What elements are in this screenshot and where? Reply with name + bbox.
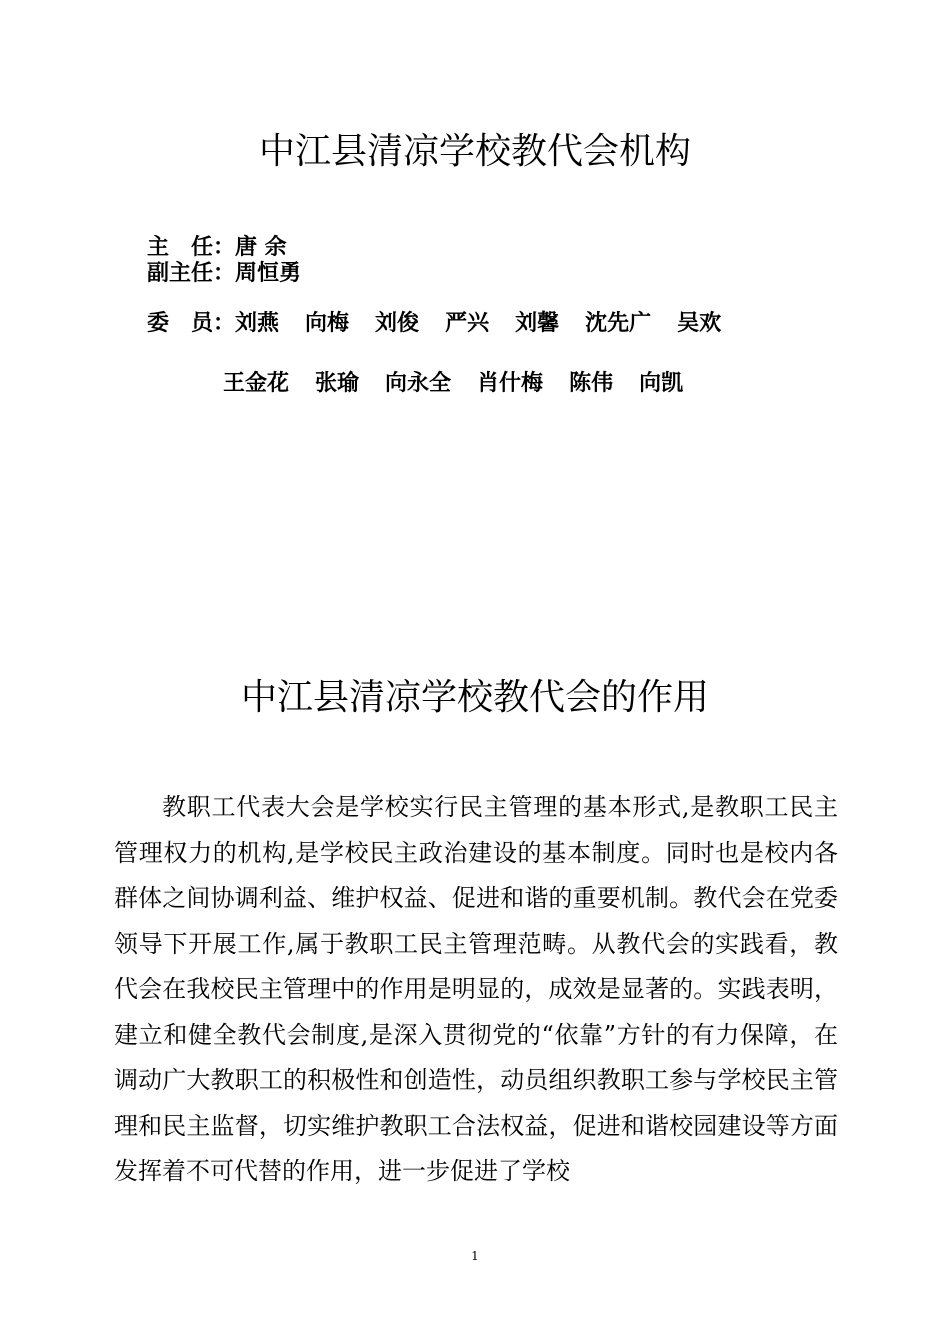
member-name: 吴欢 xyxy=(677,311,722,336)
member-name: 沈先广 xyxy=(585,311,652,336)
title-committee-structure: 中江县清凉学校教代会机构 xyxy=(258,131,691,172)
page-number: 1 xyxy=(471,1249,479,1263)
member-name: 严兴 xyxy=(445,311,490,336)
members-label: 委 员： xyxy=(147,311,236,336)
member-name: 陈伟 xyxy=(569,371,614,396)
member-name: 肖什梅 xyxy=(477,371,544,396)
member-name: 张瑜 xyxy=(315,371,360,396)
member-name: 王金花 xyxy=(223,371,290,396)
member-name: 刘俊 xyxy=(375,311,420,336)
vice-chair-label: 副主任： xyxy=(147,261,236,286)
chair-row xyxy=(147,234,287,262)
chair-label: 主 任： xyxy=(147,235,236,260)
body-paragraph: 教职工代表大会是学校实行民主管理的基本形式,是教职工民主管理权力的机构,是学校民主政治建设的基本制度。同时也是校内各群体之间协调利益、维护权益、促进和谐的重要机制。教代会在党委领导下开展工作,属于教职工民主管理范畴。从教代会的实践看，教代会在我校民主管理中的作用是明显的，成效是显著的。实践表明，建立和健全教代会制度,是深入贯彻党的“依靠”方针的有力保障，在调动广大教职工的积极性和创造性，动员组织教职工参与学校民主管理和民主监督，切实维护教职工合法权益，促进和谐校园建设等方面发挥着不可代替的作用，进一步促进了学校 xyxy=(114,793,838,1185)
vice-chair-name: 周恒勇 xyxy=(235,261,302,286)
title-committee-role: 中江县清凉学校教代会的作用 xyxy=(240,677,709,718)
member-name: 向梅 xyxy=(305,311,350,336)
member-name: 刘燕 xyxy=(235,311,280,336)
members-row xyxy=(147,310,721,338)
members-row-continued xyxy=(223,370,683,398)
member-name: 向永全 xyxy=(385,371,452,396)
chair-name: 唐 余 xyxy=(235,235,287,260)
member-name: 刘馨 xyxy=(515,311,560,336)
vice-chair-row xyxy=(147,260,301,288)
member-name: 向凯 xyxy=(639,371,684,396)
